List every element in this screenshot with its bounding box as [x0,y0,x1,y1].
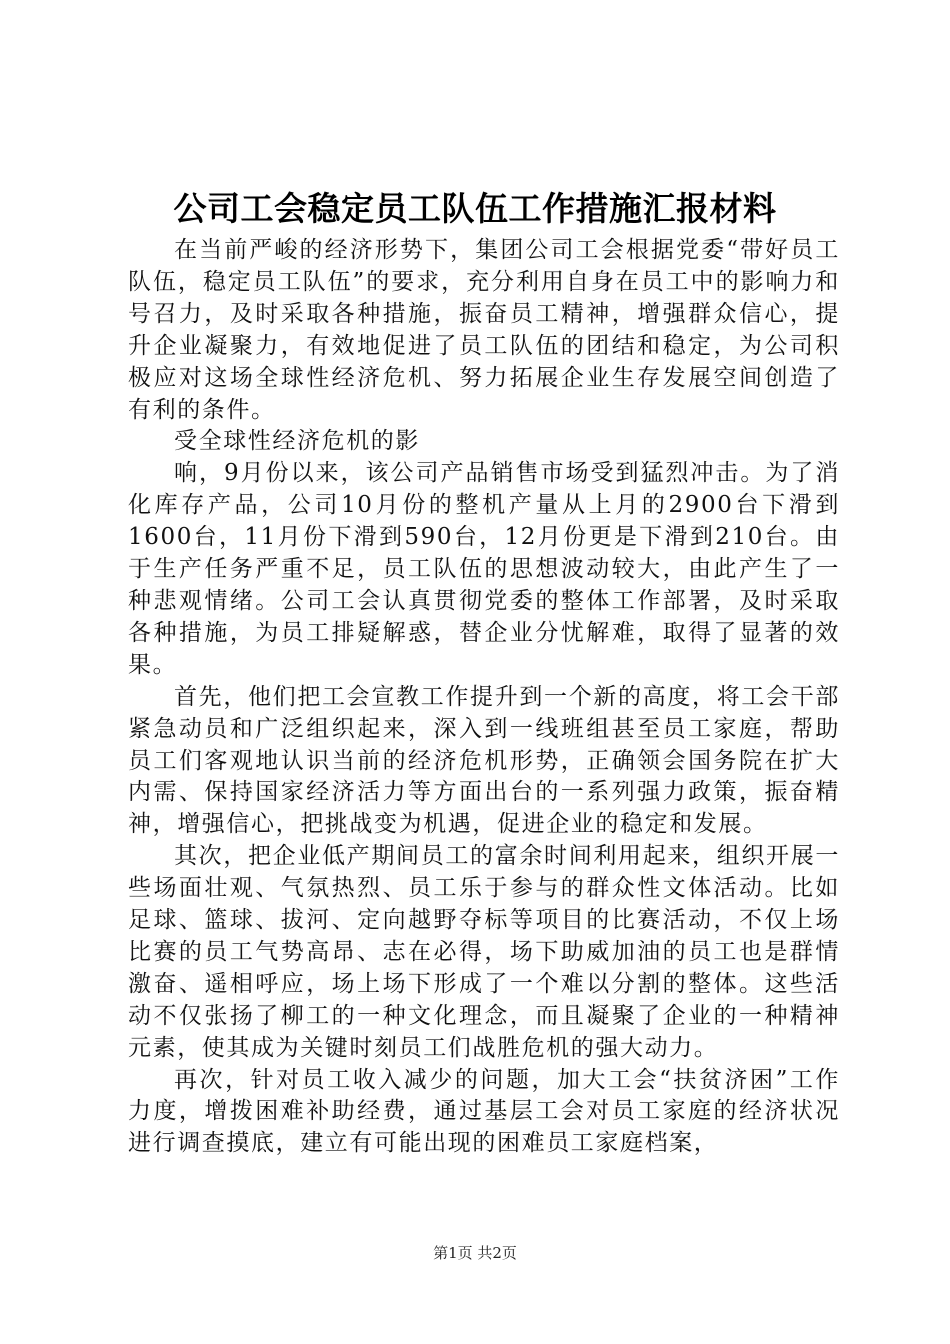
document-body [128,235,840,1160]
page-number-footer: 第1页 共2页 [433,1244,517,1262]
paragraph-first-measure: 首先，他们把工会宣教工作提升到一个新的高度，将工会干部紧急动员和广泛组织起来，深入到一线班组甚至员工家庭，帮助员工们客观地认识当前的经济危机形势，正确领会国务院在扩大内需、保持国家经济活力等方面出台的一系列强力政策，振奋精神，增强信心，把挑战变为机遇，促进企业的稳定和发展。 [128,683,840,838]
paragraph-intro: 在当前严峻的经济形势下，集团公司工会根据党委“带好员工队伍，稳定员工队伍”的要求，充分利用自身在员工中的影响力和号召力，及时采取各种措施，振奋员工精神，增强群众信心，提升企业凝聚力，有效地促进了员工队伍的团结和稳定，为公司积极应对这场全球性经济危机、努力拓展企业生存发展空间创造了有利的条件。 [128,237,840,423]
document-title: 公司工会稳定员工队伍工作措施汇报材料 [173,189,777,228]
paragraph-third-measure: 再次，针对员工收入减少的问题，加大工会“扶贫济困”工作力度，增拨困难补助经费，通过基层工会对员工家庭的经济状况进行调查摸底，建立有可能出现的困难员工家庭档案， [128,1066,840,1157]
paragraph-crisis-lead: 受全球性经济危机的影 [174,428,420,455]
paragraph-second-measure: 其次，把企业低产期间员工的富余时间利用起来，组织开展一些场面壮观、气氛热烈、员工乐于参与的群众性文体活动。比如足球、篮球、拔河、定向越野夺标等项目的比赛活动，不仅上场比赛的员工气势高昂、志在必得，场下助威加油的员工也是群情激奋、遥相呼应，场上场下形成了一个难以分割的整体。这些活动不仅张扬了柳工的一种文化理念，而且凝聚了企业的一种精神元素，使其成为关键时刻员工们战胜危机的强大动力。 [128,843,840,1061]
paragraph-crisis-impact: 响，9月份以来，该公司产品销售市场受到猛烈冲击。为了消化库存产品，公司10月份的整机产量从上月的2900台下滑到1600台，11月份下滑到590台，12月份更是下滑到210台。由于生产任务严重不足，员工队伍的思想波动较大，由此产生了一种悲观情绪。公司工会认真贯彻党委的整体工作部署，及时采取各种措施，为员工排疑解惑，替企业分忧解难，取得了显著的效果。 [128,460,840,678]
